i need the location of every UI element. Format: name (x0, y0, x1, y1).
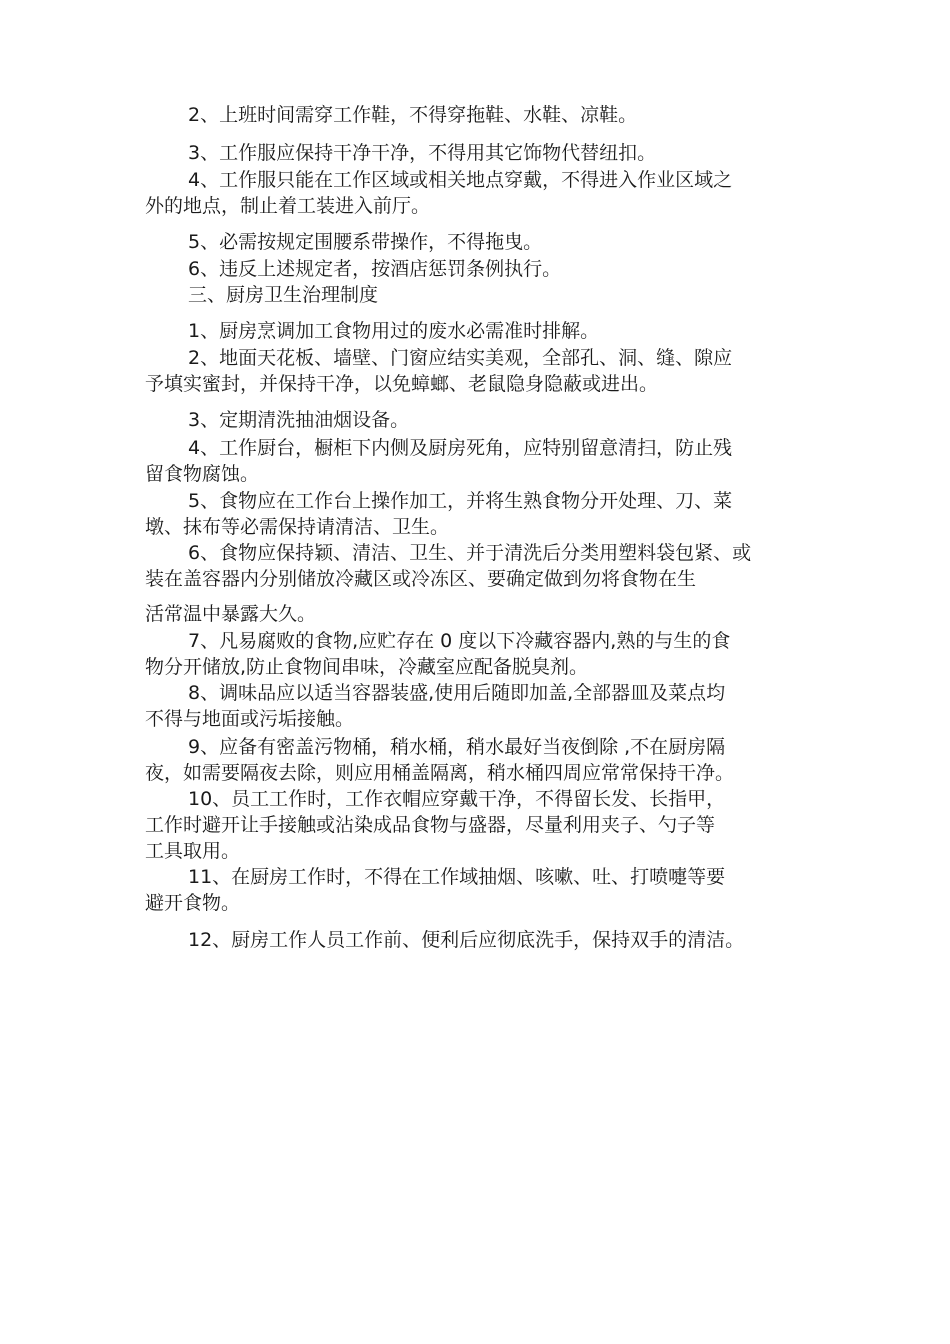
text-line: 3、工作服应保持干净干净，不得用其它饰物代替纽扣。 (188, 142, 657, 164)
text-line: 5、必需按规定围腰系带操作，不得拖曳。 (188, 231, 543, 253)
text-line: 5、食物应在工作台上操作加工，并将生熟食物分开处理、刀、菜 (188, 490, 733, 512)
text-line: 2、上班时间需穿工作鞋，不得穿拖鞋、水鞋、凉鞋。 (188, 104, 638, 126)
paragraph (145, 407, 825, 433)
text-line: 2、地面天花板、墙壁、门窗应结实美观，全部孔、洞、缝、隙应 (188, 347, 733, 369)
paragraph (145, 345, 825, 397)
text-line: 11、在厨房工作时，不得在工作域抽烟、咳嗽、吐、打喷嚏等要 (188, 866, 726, 888)
text-line: 6、食物应保持颖、清洁、卫生、并于清洗后分类用塑料袋包紧、或 (188, 542, 752, 564)
text-line: 3、定期清洗抽油烟设备。 (188, 409, 410, 431)
text-line: 6、违反上述规定者，按酒店惩罚条例执行。 (188, 258, 562, 280)
text-line: 4、工作厨台，橱柜下内侧及厨房死角，应特别留意清扫，防止残 (188, 437, 733, 459)
text-line: 墩、抹布等必需保持请清洁、卫生。 (145, 516, 450, 538)
text-line: 三、厨房卫生治理制度 (188, 284, 379, 306)
text-line: 装在盖容器内分别储放冷藏区或冷冻区、要确定做到勿将食物在生 (145, 568, 697, 590)
paragraph (145, 256, 825, 282)
text-line: 活常温中暴露大久。 (145, 603, 317, 625)
text-line: 不得与地面或污垢接触。 (145, 708, 355, 730)
text-line: 10、员工工作时，工作衣帽应穿戴干净，不得留长发、长指甲， (188, 788, 726, 810)
paragraph (145, 102, 825, 128)
paragraph (145, 140, 825, 166)
paragraph (145, 318, 825, 344)
text-line: 9、应备有密盖污物桶，稍水桶，稍水最好当夜倒除 ,不在厨房隔 (188, 736, 726, 758)
text-line: 物分开储放,防止食物间串味，冷藏室应配备脱臭剂。 (145, 656, 589, 678)
text-line: 予填实蜜封，并保持干净，以免蟑螂、老鼠隐身隐蔽或进出。 (145, 373, 659, 395)
text-line: 8、调味品应以适当容器装盛,使用后随即加盖,全部器皿及菜点均 (188, 682, 726, 704)
text-line: 工作时避开让手接触或沾染成品食物与盛器，尽量利用夹子、勺子等 (145, 814, 716, 836)
text-line: 1、厨房烹调加工食物用过的废水必需准时排解。 (188, 320, 600, 342)
paragraph (145, 734, 825, 786)
text-line: 夜，如需要隔夜去除，则应用桶盖隔离，稍水桶四周应常常保持干净。 (145, 762, 735, 784)
paragraph (145, 488, 825, 540)
paragraph (145, 927, 825, 953)
paragraph (145, 628, 825, 680)
text-line: 外的地点，制止着工装进入前厅。 (145, 195, 431, 217)
paragraph (145, 786, 825, 864)
paragraph (145, 435, 825, 487)
paragraph (145, 864, 825, 916)
paragraph (145, 540, 825, 592)
paragraph-continuation (145, 601, 825, 627)
text-line: 7、凡易腐败的食物,应贮存在 0 度以下冷藏容器内,熟的与生的食 (188, 630, 731, 652)
section-heading (145, 282, 825, 308)
text-line: 工具取用。 (145, 840, 241, 862)
paragraph (145, 167, 825, 219)
text-line: 4、工作服只能在工作区域或相关地点穿戴，不得进入作业区域之 (188, 169, 733, 191)
text-line: 避开食物。 (145, 892, 241, 914)
text-line: 12、厨房工作人员工作前、便利后应彻底洗手，保持双手的清洁。 (188, 929, 745, 951)
paragraph (145, 229, 825, 255)
text-line: 留食物腐蚀。 (145, 463, 260, 485)
paragraph (145, 680, 825, 732)
